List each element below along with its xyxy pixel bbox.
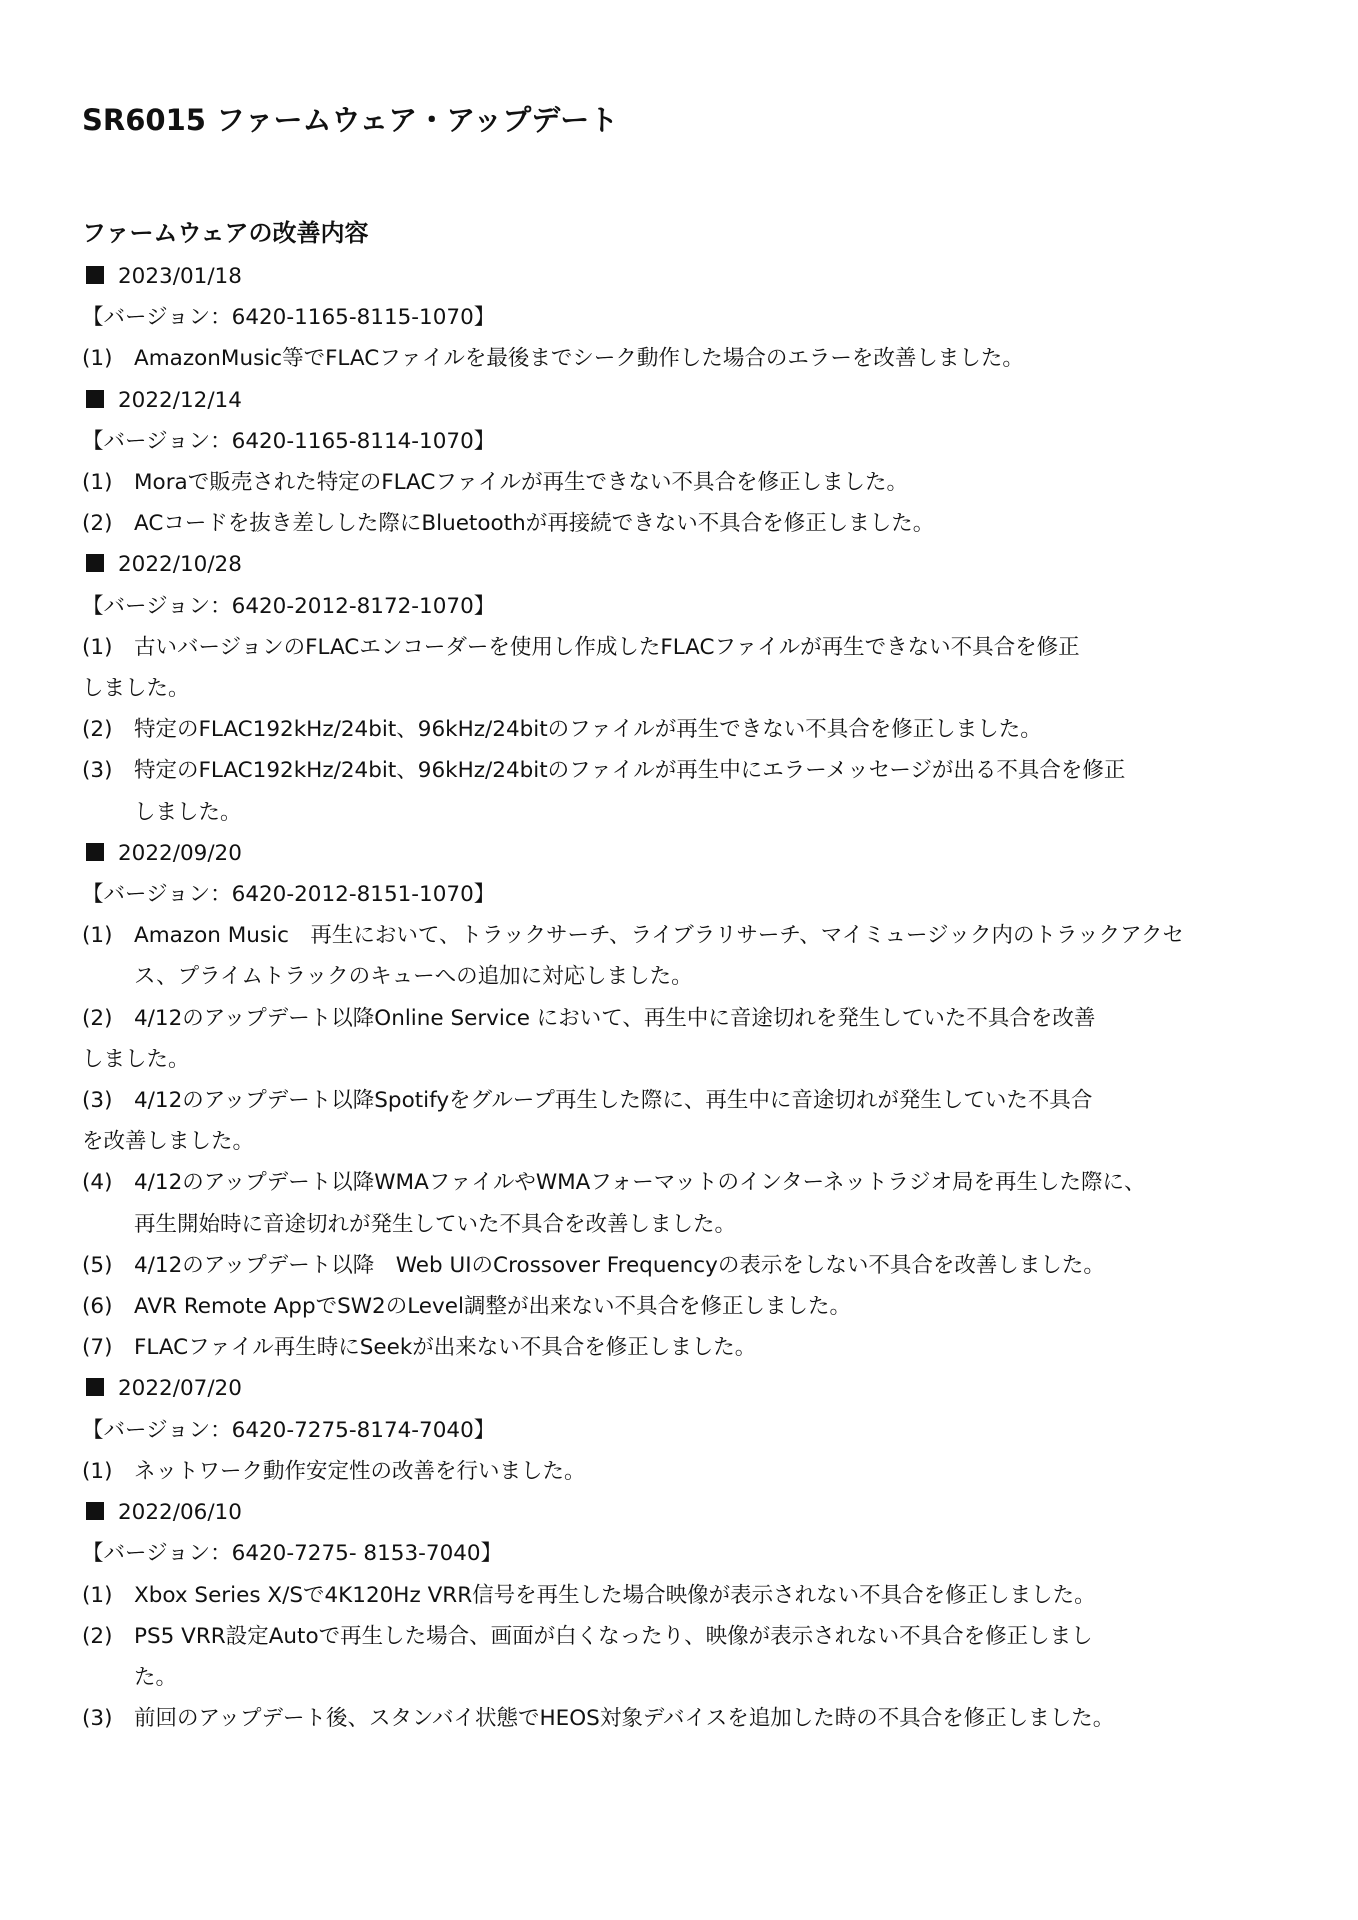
version-label: 【バージョン：6420-2012-8172-1070】 [82, 593, 496, 619]
item-text-continuation: しました。 [82, 1046, 190, 1072]
update-date: 2022/10/28 [118, 552, 242, 578]
update-date: 2022/06/10 [118, 1500, 242, 1526]
update-block [82, 380, 1292, 545]
item-number: (3) [82, 1706, 113, 1732]
change-item [82, 462, 1292, 503]
change-item [82, 1080, 1292, 1121]
version-label: 【バージョン：6420-7275- 8153-7040】 [82, 1541, 503, 1567]
item-number: (1) [82, 470, 113, 496]
item-number: (2) [82, 511, 113, 537]
square-bullet-icon [86, 843, 104, 861]
change-item [82, 627, 1292, 668]
update-block [82, 1492, 1292, 1739]
item-number: (2) [82, 1005, 113, 1031]
item-text: 4/12のアップデート以降Spotifyをグループ再生した際に、再生中に音途切れが発生していた不具合 [134, 1088, 1093, 1114]
item-number: (7) [82, 1335, 113, 1361]
item-text: 4/12のアップデート以降WMAファイルやWMAフォーマットのインターネットラジオ局を再生した際に、 [134, 1170, 1146, 1196]
update-date-line [82, 833, 1292, 874]
square-bullet-icon [86, 1378, 104, 1396]
item-text-continuation: しました。 [134, 799, 242, 825]
update-date: 2023/01/18 [118, 264, 242, 289]
version-label: 【バージョン：6420-2012-8151-1070】 [82, 882, 496, 908]
version-label: 【バージョン：6420-1165-8115-1070】 [82, 305, 496, 331]
change-item [82, 1698, 1292, 1739]
update-date-line [82, 256, 1292, 297]
item-number: (1) [82, 1582, 113, 1608]
change-item [82, 1327, 1292, 1368]
change-item [82, 1575, 1292, 1616]
change-item [82, 709, 1292, 750]
item-text: Amazon Music 再生において、トラックサーチ、ライブラリサーチ、マイミュージック内のトラックアクセ [134, 923, 1184, 949]
item-number: (1) [82, 1458, 113, 1484]
item-text: Xbox Series X/Sで4K120Hz VRR信号を再生した場合映像が表示されない不具合を修正しました。 [134, 1582, 1096, 1608]
item-text-continuation: しました。 [82, 676, 190, 702]
update-block [82, 833, 1292, 1369]
change-item [82, 750, 1292, 791]
item-text-continuation: を改善しました。 [82, 1129, 255, 1155]
section-title: ファームウェアの改善内容 [82, 219, 369, 247]
update-date: 2022/09/20 [118, 840, 242, 866]
item-text-continuation: た。 [134, 1664, 178, 1690]
item-text-continuation: ス、プライムトラックのキューへの追加に対応しました。 [134, 964, 693, 990]
item-text: 古いバージョンのFLACエンコーダーを使用し作成したFLACファイルが再生できない不具合を修正 [134, 634, 1080, 660]
change-item [82, 998, 1292, 1039]
item-number: (6) [82, 1294, 113, 1320]
item-text: AVR Remote AppでSW2のLevel調整が出来ない不具合を修正しました。 [134, 1294, 851, 1320]
change-item [82, 1616, 1292, 1657]
update-block [82, 256, 1292, 380]
update-list [82, 256, 1292, 1739]
item-number: (2) [82, 1623, 113, 1649]
item-text: ACコードを抜き差しした際にBluetoothが再接続できない不具合を修正しました。 [134, 511, 935, 537]
change-item [82, 503, 1292, 544]
update-date: 2022/12/14 [118, 387, 242, 413]
item-number: (5) [82, 1252, 113, 1278]
item-text: ネットワーク動作安定性の改善を行いました。 [134, 1458, 586, 1484]
item-text: 4/12のアップデート以降 Web UIのCrossover Frequencyの表示をしない不具合を改善しました。 [134, 1252, 1105, 1278]
update-date-line [82, 1492, 1292, 1533]
item-text: 特定のFLAC192kHz/24bit、96kHz/24bitのファイルが再生できない不具合を修正しました。 [134, 717, 1042, 743]
change-item [82, 915, 1292, 956]
document-title: SR6015 ファームウェア・アップデート [82, 103, 619, 137]
item-number: (1) [82, 923, 113, 949]
change-item [82, 1162, 1292, 1203]
item-text: PS5 VRR設定Autoで再生した場合、画面が白くなったり、映像が表示されない不具合を修正しまし [134, 1623, 1093, 1649]
square-bullet-icon [86, 1502, 104, 1520]
square-bullet-icon [86, 554, 104, 572]
update-block [82, 544, 1292, 832]
update-date: 2022/07/20 [118, 1376, 242, 1402]
change-item [82, 338, 1292, 379]
version-label: 【バージョン：6420-7275-8174-7040】 [82, 1417, 496, 1443]
change-item [82, 1451, 1292, 1492]
item-number: (3) [82, 1088, 113, 1114]
item-text: 特定のFLAC192kHz/24bit、96kHz/24bitのファイルが再生中にエラーメッセージが出る不具合を修正 [134, 758, 1126, 784]
item-text: AmazonMusic等でFLACファイルを最後までシーク動作した場合のエラーを改善しました。 [134, 346, 1024, 372]
update-block [82, 1368, 1292, 1492]
square-bullet-icon [86, 266, 104, 284]
item-text-continuation: 再生開始時に音途切れが発生していた不具合を改善しました。 [134, 1211, 737, 1237]
version-label: 【バージョン：6420-1165-8114-1070】 [82, 428, 496, 454]
square-bullet-icon [86, 390, 104, 408]
item-number: (1) [82, 634, 113, 660]
item-text: 4/12のアップデート以降Online Service において、再生中に音途切れを発生していた不具合を改善 [134, 1005, 1096, 1031]
item-text: FLACファイル再生時にSeekが出来ない不具合を修正しました。 [134, 1335, 757, 1361]
item-text: Moraで販売された特定のFLACファイルが再生できない不具合を修正しました。 [134, 470, 908, 496]
item-number: (2) [82, 717, 113, 743]
document-page [82, 98, 1292, 1739]
item-number: (3) [82, 758, 113, 784]
change-item [82, 1286, 1292, 1327]
update-date-line [82, 544, 1292, 585]
update-date-line [82, 380, 1292, 421]
item-number: (4) [82, 1170, 113, 1196]
update-date-line [82, 1368, 1292, 1409]
change-item [82, 1245, 1292, 1286]
item-text: 前回のアップデート後、スタンバイ状態でHEOS対象デバイスを追加した時の不具合を修正しました。 [134, 1706, 1115, 1732]
item-number: (1) [82, 346, 113, 372]
